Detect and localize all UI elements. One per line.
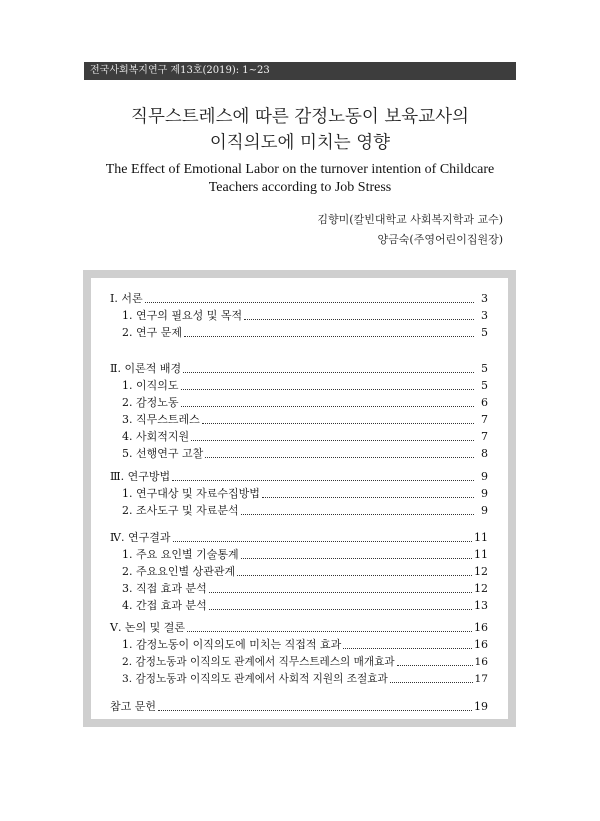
toc-entry-page: 12	[474, 582, 488, 595]
toc-entry-label: 2. 주요요인별 상관관계	[122, 565, 236, 578]
toc-entry[interactable]	[91, 581, 508, 597]
toc-leader	[187, 631, 472, 632]
toc-entry-label: Ⅲ. 연구방법	[110, 470, 171, 483]
author-2: 양금숙(주영어린이집원장)	[377, 233, 503, 246]
toc-leader	[191, 440, 474, 441]
toc-entry[interactable]	[91, 637, 508, 653]
toc-entry-page: 7	[481, 413, 488, 426]
toc-entry[interactable]	[91, 503, 508, 519]
toc-entry-page: 3	[481, 309, 488, 322]
toc-entry[interactable]	[91, 412, 508, 428]
toc-leader	[209, 609, 472, 610]
toc-leader	[241, 558, 472, 559]
toc-entry[interactable]	[91, 291, 508, 307]
toc-entry-page: 16	[474, 656, 488, 668]
toc-entry[interactable]	[91, 530, 508, 546]
toc-leader	[145, 302, 474, 303]
toc-leader	[172, 480, 474, 481]
toc-leader	[241, 514, 474, 515]
title-ko-line-2: 이직의도에 미치는 영향	[209, 133, 391, 153]
toc-entry-label: 2. 감정노동	[122, 396, 179, 409]
toc-entry-label: 1. 이직의도	[122, 379, 179, 392]
toc-entry-label: 1. 주요 요인별 기술통계	[122, 548, 239, 561]
toc-entry-page: 11	[474, 531, 488, 544]
toc-entry-page: 17	[474, 673, 488, 685]
toc-leader	[244, 319, 474, 320]
toc-entry-page: 16	[474, 638, 488, 651]
toc-entry[interactable]	[91, 446, 508, 462]
toc-entry[interactable]	[91, 486, 508, 502]
toc-entry-page: 7	[481, 430, 488, 443]
toc-entry-label: 1. 연구대상 및 자료수집방법	[122, 487, 260, 500]
toc-entry[interactable]	[91, 547, 508, 563]
toc-leader	[173, 541, 473, 542]
toc-leader	[390, 682, 473, 683]
toc-entry[interactable]	[91, 361, 508, 377]
title-en-line-2: Teachers according to Job Stress	[208, 180, 392, 195]
toc-entry-label: 참고 문헌	[110, 700, 157, 713]
toc-entry[interactable]	[91, 395, 508, 411]
toc-entry-label: 2. 감정노동과 이직의도 관계에서 직무스트레스의 매개효과	[122, 656, 395, 668]
toc-entry-page: 5	[481, 362, 488, 375]
toc-leader	[181, 389, 475, 390]
table-of-contents	[83, 270, 516, 727]
toc-entry-page: 9	[481, 504, 488, 517]
toc-entry[interactable]	[91, 598, 508, 614]
toc-entry-label: 2. 연구 문제	[122, 326, 182, 339]
toc-entry-label: Ⅴ. 논의 및 결론	[110, 621, 186, 634]
toc-entry-page: 5	[481, 379, 488, 392]
toc-entry-label: Ⅱ. 이론적 배경	[110, 362, 182, 375]
toc-entry-page: 19	[474, 700, 488, 713]
toc-entry-label: 2. 조사도구 및 자료분석	[122, 504, 239, 517]
journal-header: 전국사회복지연구 제13호(2019): 1~23	[84, 62, 516, 80]
toc-entry[interactable]	[91, 308, 508, 324]
toc-entry[interactable]	[91, 620, 508, 636]
toc-entry-page: 12	[474, 565, 488, 578]
toc-entry-label: 5. 선행연구 고찰	[122, 447, 204, 460]
toc-leader	[158, 710, 472, 711]
toc-entry-label: Ⅳ. 연구결과	[110, 531, 171, 544]
toc-entry[interactable]	[91, 469, 508, 485]
toc-entry-page: 5	[481, 326, 488, 339]
toc-entry[interactable]	[91, 429, 508, 445]
toc-entry[interactable]	[91, 378, 508, 394]
toc-entry-label: 4. 간접 효과 분석	[122, 599, 207, 612]
toc-entry-label: 4. 사회적지원	[122, 430, 190, 443]
toc-entry-page: 9	[481, 470, 488, 483]
toc-entry[interactable]	[91, 654, 508, 670]
toc-entry-page: 6	[481, 396, 488, 409]
toc-entry-label: 1. 감정노동이 이직의도에 미치는 직접적 효과	[122, 638, 342, 651]
toc-leader	[237, 575, 472, 576]
toc-leader	[397, 665, 473, 666]
toc-entry-page: 9	[481, 487, 488, 500]
toc-entry-label: 1. 연구의 필요성 및 목적	[122, 309, 243, 322]
author-1: 김향미(칼빈대학교 사회복지학과 교수)	[317, 213, 503, 226]
toc-entry[interactable]	[91, 671, 508, 687]
toc-entry-label: Ⅰ. 서론	[110, 292, 143, 305]
toc-entry-page: 3	[481, 292, 488, 305]
toc-leader	[343, 648, 472, 649]
toc-entry-label: 3. 직접 효과 분석	[122, 582, 207, 595]
toc-leader	[202, 423, 474, 424]
toc-panel	[91, 278, 508, 719]
toc-entry[interactable]	[91, 699, 508, 715]
toc-leader	[205, 457, 474, 458]
toc-entry[interactable]	[91, 564, 508, 580]
toc-leader	[184, 336, 474, 337]
toc-leader	[262, 497, 474, 498]
toc-entry-page: 8	[481, 447, 488, 460]
toc-entry-label: 3. 감정노동과 이직의도 관계에서 사회적 지원의 조절효과	[122, 673, 388, 685]
toc-leader	[181, 406, 475, 407]
toc-entry[interactable]	[91, 325, 508, 341]
toc-entry-page: 11	[474, 548, 488, 561]
toc-entry-page: 13	[474, 599, 488, 612]
title-en-line-1: The Effect of Emotional Labor on the turnover intention of Childcare	[105, 162, 495, 177]
title-ko-line-1: 직무스트레스에 따른 감정노동이 보육교사의	[131, 107, 469, 127]
toc-entry-page: 16	[474, 621, 488, 634]
toc-entry-label: 3. 직무스트레스	[122, 413, 200, 426]
toc-leader	[209, 592, 472, 593]
toc-leader	[183, 372, 474, 373]
